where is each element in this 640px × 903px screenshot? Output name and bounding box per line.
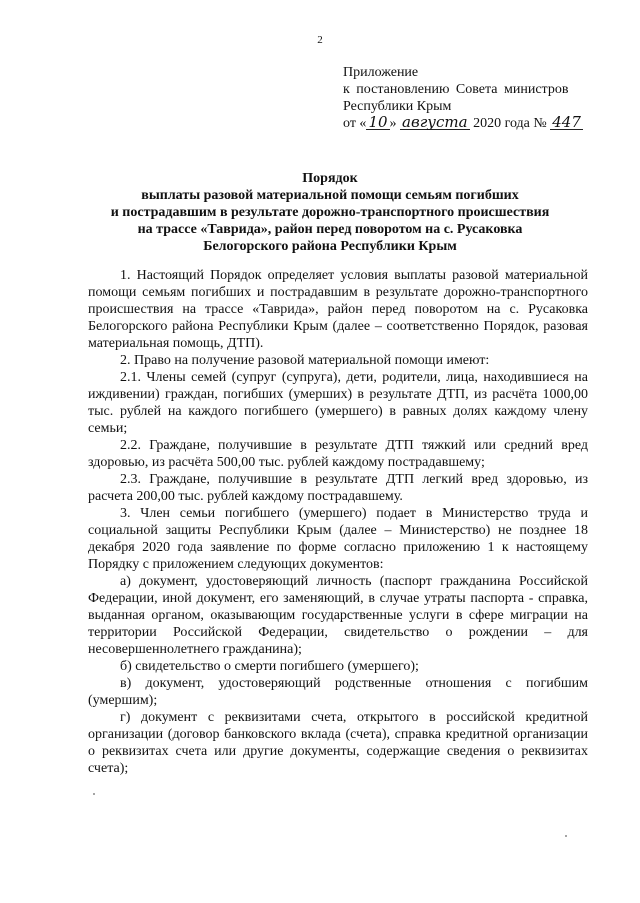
paragraph-3-b: б) свидетельство о смерти погибшего (умершего);: [120, 659, 419, 674]
date-day: 10: [368, 113, 388, 131]
date-month: августа: [402, 113, 468, 131]
paragraph-3-v: в) документ, удостоверяющий родственные отношения с погибшим (умершим);: [88, 676, 588, 708]
document-number: 447: [552, 113, 581, 131]
title-line-3: и пострадавшим в результате дорожно-транспортного происшествия: [110, 205, 550, 220]
paragraph-1: 1. Настоящий Порядок определяет условия выплаты разовой материальной помощи семьям погибших и пострадавшим в результате дорожно-транспортного происшествия на трассе «Таврида», район перед поворотом на с. Русаковка Белогорского района Республики Крым (далее – соответственно Порядок, разовая материальная помощь, ДТП).: [88, 268, 588, 351]
title-line-5: Белогорского района Республики Крым: [203, 239, 457, 254]
document-body: [88, 267, 588, 777]
paragraph-3-g: г) документ с реквизитами счета, открытого в российской кредитной организации (договор банковского вклада (счета), справка кредитной организации о реквизитах счета или другие документы, содержащие сведения о реквизитах счета);: [88, 710, 588, 776]
appendix-line-2: к постановлению Совета министров: [343, 82, 569, 97]
paragraph-2-3: 2.3. Граждане, получившие в результате ДТП легкий вред здоровью, из расчета 200,00 тыс. рублей каждому пострадавшему.: [88, 472, 588, 504]
paragraph-2-1: 2.1. Члены семей (супруг (супруга), дети, родители, лица, находившиеся на иждивении) граждан, погибших (умерших) в результате ДТП, из расчёта 1000,00 тыс. рублей на каждого погибшего (умершего) в равных долях каждому члену семьи;: [88, 370, 588, 436]
title-line-4: на трассе «Таврида», район перед поворотом на с. Русаковка: [137, 222, 523, 237]
scan-speck: [93, 793, 95, 795]
date-mid: »: [389, 116, 397, 131]
paragraph-2-2: 2.2. Граждане, получившие в результате ДТП тяжкий или средний вред здоровью, из расчёта 500,00 тыс. рублей каждому пострадавшему;: [88, 438, 588, 470]
page-number: 2: [317, 34, 323, 46]
title-line-1: Порядок: [302, 171, 358, 186]
date-year: 2020 года №: [473, 116, 547, 131]
scan-speck: [565, 835, 567, 837]
date-prefix: от «: [343, 116, 367, 131]
paragraph-3: 3. Член семьи погибшего (умершего) подает в Министерство труда и социальной защиты Республики Крым (далее – Министерство) не позднее 18 декабря 2020 года заявление по форме согласно приложению 1 к настоящему Порядку с приложением следующих документов:: [88, 506, 588, 572]
document-title: [70, 170, 590, 255]
paragraph-3-a: а) документ, удостоверяющий личность (паспорт гражданина Российской Федерации, иной документ, его заменяющий, в случае утраты паспорта - справка, выданная органом, оказывающим государственные услуги в сфере миграции на территории Российской Федерации, свидетельство о рождении – для несовершеннолетнего гражданина);: [88, 574, 588, 657]
appendix-line-1: Приложение: [343, 65, 419, 80]
appendix-block: [343, 64, 583, 132]
appendix-date-line: [343, 115, 583, 132]
appendix-line-3: Республики Крым: [343, 99, 452, 114]
title-line-2: выплаты разовой материальной помощи семьям погибших: [141, 188, 519, 203]
paragraph-2: 2. Право на получение разовой материальной помощи имеют:: [120, 353, 490, 368]
